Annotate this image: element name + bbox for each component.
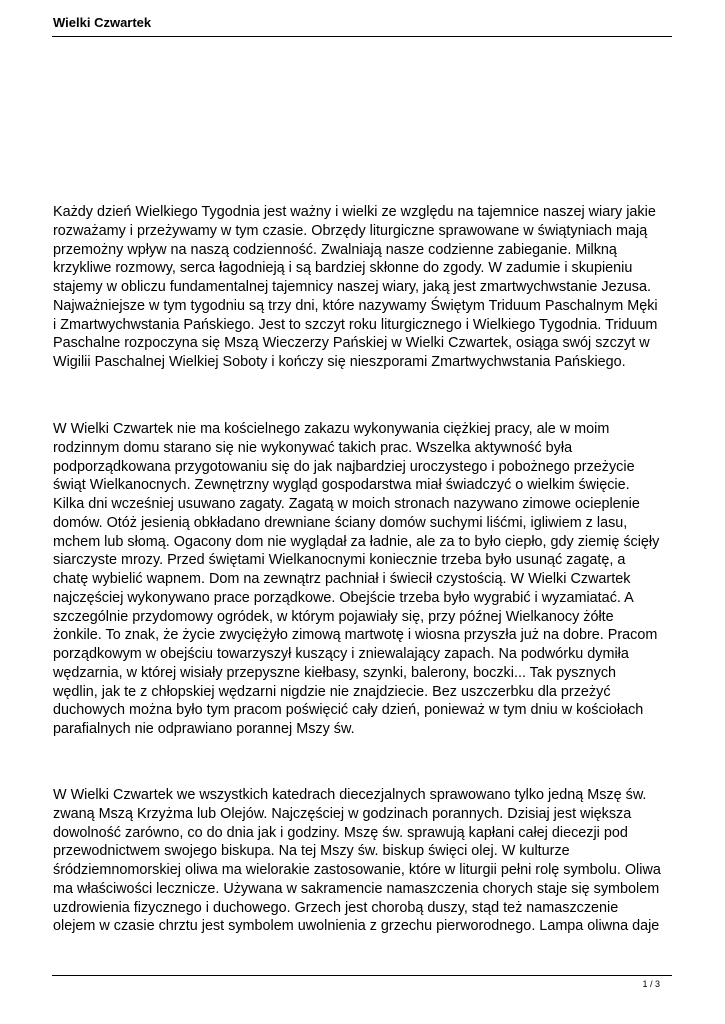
page-footer xyxy=(52,975,672,989)
paragraph xyxy=(53,786,673,936)
text-line: wędlin, jak te z chłopskiej wędzarni nigdzie nie znajdziecie. Bez uszczerbku dla przeżyć xyxy=(53,683,611,700)
text-line: W Wielki Czwartek nie ma kościelnego zakazu wykonywania ciężkiej pracy, ale w moim xyxy=(53,421,610,437)
text-line: świąt Wielkanocnych. Zewnętrzny wygląd gospodarstwa miał świadczyć o wielkim święcie. xyxy=(53,477,630,494)
text-line: duchowych można było tym pracom poświęcić cały dzień, ponieważ w tym dniu w kościołach xyxy=(53,702,644,719)
text-line: podporządkowana przygotowaniu się do jak najbardziej uroczystego i pobożnego przeżycie xyxy=(53,458,635,475)
text-line: olejem w czasie chrztu jest symbolem uwolnienia z grzechu pierworodnego. Lampa oliwna daje xyxy=(53,918,660,935)
text-line: Każdy dzień Wielkiego Tygodnia jest ważny i wielki ze względu na tajemnice naszej wiary jakie xyxy=(53,204,656,220)
text-line: ma właściwości lecznicze. Używana w sakramencie namaszczenia chorych staje się symbolem xyxy=(53,880,660,897)
page-header xyxy=(52,12,672,37)
text-line: szczególnie przydomowy ogródek, w którym pojawiały się, przy późnej Wielkanocy żółte xyxy=(53,608,614,625)
text-line: i Zmartwychwstania Pańskiego. Jest to szczyt roku liturgicznego i Wielkiego Tygodnia. Triduum xyxy=(53,316,658,333)
text-line: Najważniejsze w tym tygodniu są trzy dni, które nazywamy Świętym Triduum Paschalnym Męki xyxy=(53,297,658,314)
text-line: uzdrowienia fizycznego i duchowego. Grzech jest chorobą duszy, stąd też namaszczenie xyxy=(53,899,619,916)
paragraph xyxy=(53,203,673,372)
text-line: dowolność zarówno, co do dnia jak i godziny. Mszę św. sprawują kapłani całej diecezji pod xyxy=(53,824,628,841)
text-line: siarczyste mrozy. Przed świętami Wielkanocnymi koniecznie trzeba było usunąć zagatę, a xyxy=(53,552,626,569)
text-line: mchem lub słomą. Ogacony dom nie wyglądał za ładnie, ale za to było ciepło, gdy ziemię ścięły xyxy=(53,533,660,550)
text-line: Wigilii Paschalnej Wielkiej Soboty i kończy się nieszporami Zmartwychwstania Pańskiego. xyxy=(53,354,626,370)
text-line: W Wielki Czwartek we wszystkich katedrach diecezjalnych sprawowano tylko jedną Mszę św. xyxy=(53,787,647,803)
text-line: stajemy w obliczu fundamentalnej tajemnicy naszej wiary, jaką jest zmartwychwstanie Jezusa. xyxy=(53,279,651,295)
page-title: Wielki Czwartek xyxy=(53,15,152,30)
text-line: chatę wybielić wapnem. Dom na zewnątrz pachniał i świecił czystością. W Wielki Czwartek xyxy=(53,571,631,587)
text-line: parafialnych nie odprawiano porannej Mszy św. xyxy=(53,721,355,737)
text-line: przewodnictwem swojego biskupa. Na tej Mszy św. biskup święci olej. W kulturze xyxy=(53,843,570,860)
text-line: krzykliwe rozmowy, serca łagodnieją i są bardziej skłonne do zgody. W zadumie i skupieniu xyxy=(53,260,633,277)
text-line: rodzinnym domu starano się nie wykonywać takich prac. Wszelka aktywność była xyxy=(53,439,573,456)
text-line: rozważamy i przeżywamy w tym czasie. Obrzędy liturgiczne sprawowane w świątyniach mają xyxy=(53,222,648,239)
text-line: żonkile. To znak, że życie zwyciężyło zimową martwotę i wiosna przyszła już na dobre. Pracom xyxy=(53,627,658,644)
text-line: najczęściej wykonywano prace porządkowe. Obejście trzeba było wygrabić i wyzamiatać. A xyxy=(53,589,634,606)
page-number: 1 / 3 xyxy=(642,979,660,989)
text-line: domów. Otóż jesienią obkładano drewniane ściany domów suchymi liśćmi, igliwiem z lasu, xyxy=(53,514,628,531)
text-line: zwaną Mszą Krzyżma lub Olejów. Najczęściej w godzinach porannych. Dzisiaj jest większa xyxy=(53,805,632,822)
paragraph xyxy=(53,420,673,739)
text-line: Kilka dni wcześniej usuwano zagaty. Zagatą w moich stronach nazywano zimowe ocieplenie xyxy=(53,496,640,512)
text-line: porządkowym w obejściu towarzyszył kuszący i zniewalający zapach. Na podwórku dymiła xyxy=(53,646,629,662)
text-line: przemożny wpływ na naszą codzienność. Zwalniają nasze codzienne zabieganie. Milkną xyxy=(53,241,617,258)
text-line: śródziemnomorskiej oliwa ma wielorakie zastosowanie, które w liturgii pełni rolę symbolu. Oliwa xyxy=(53,862,661,878)
text-line: Paschalne rozpoczyna się Mszą Wieczerzy Pańskiej w Wielki Czwartek, osiąga swój szczyt w xyxy=(53,335,650,352)
text-line: wędzarnia, w której wisiały przepyszne kiełbasy, szynki, balerony, boczki... Tak pysznych xyxy=(53,664,617,681)
